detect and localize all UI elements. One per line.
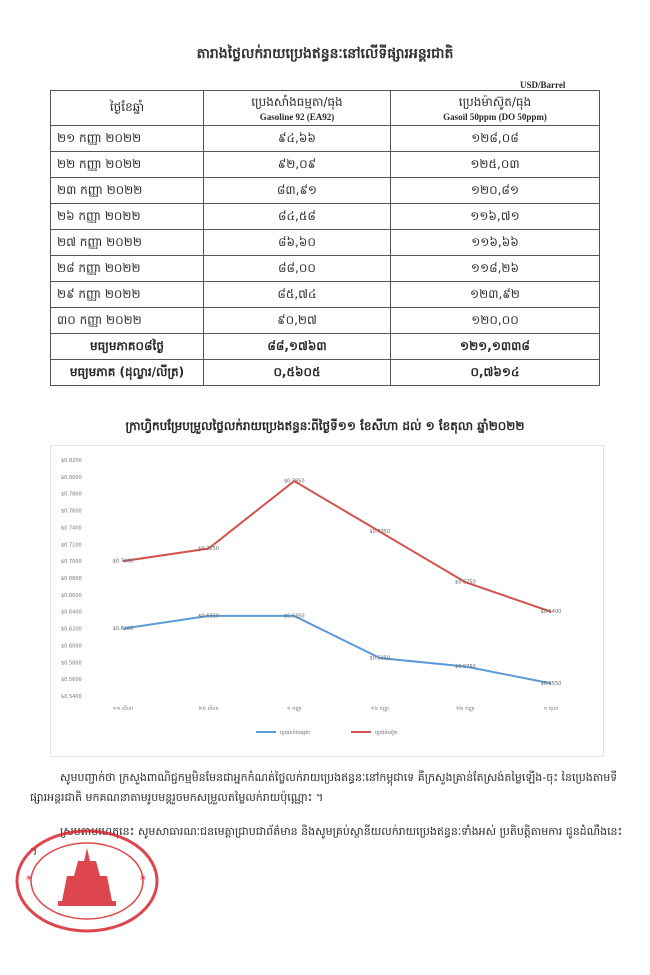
- svg-text:*: *: [140, 873, 146, 887]
- header-gasoil: ប្រេងម៉ាស៊ូត/ធុង Gasoil 50ppm (DO 50ppm): [390, 91, 599, 126]
- series-line-0: [123, 616, 551, 683]
- cell-gasoline: ០,៥៦០៥: [204, 360, 391, 386]
- table-row: [51, 152, 600, 178]
- table-row: [51, 282, 600, 308]
- y-tick-label: $0.8200: [61, 458, 82, 464]
- cell-gasoline: ៩៤,៦៦: [204, 126, 391, 152]
- data-label: $0.5850: [369, 655, 391, 662]
- cell-gasoil: ១២០,៨១: [390, 178, 599, 204]
- legend-label: ប្រេងសាំងធម្មតា: [280, 730, 311, 736]
- data-label: $0.7950: [283, 478, 305, 485]
- cell-gasoil: ១១៨,២៦: [390, 256, 599, 282]
- table-row: [51, 230, 600, 256]
- y-tick-label: $0.7600: [61, 508, 82, 515]
- line-chart: [50, 445, 604, 757]
- data-label: $0.6200: [112, 626, 134, 633]
- cell-gasoline: ៨៨,០០: [204, 256, 391, 282]
- cell-date: ២៨ កញ្ញា ២០២២: [51, 256, 204, 282]
- cell-gasoline: ៩២,០៩: [204, 152, 391, 178]
- note-paragraph: សូមបញ្ជាក់ថា ក្រសួងពាណិជ្ជកម្មមិនមែនជាអ្នកកំណត់ថ្លៃលក់រាយប្រេងឥន្ធនៈនៅកម្ពុជាទេ គឺក្រសួងគ្រាន់តែស្រង់តម្លៃឡើង-ចុះ នៃប្រេងតាមទីផ្សារអន្តរជាតិ មកគណនាតាមរូបមន្តរួចមកសម្រួលតម្លៃលក់រាយប៉ុណ្ណោះ ។: [30, 771, 618, 804]
- cell-gasoil: ១២០,០០: [390, 308, 599, 334]
- y-tick-label: $0.7000: [61, 559, 82, 566]
- cell-gasoline: ៨៣,៩១: [204, 178, 391, 204]
- cell-gasoil: ១២៨,០៨: [390, 126, 599, 152]
- cell-gasoil: ១២១,១៣៣៨: [390, 334, 599, 360]
- svg-text:*: *: [26, 873, 32, 887]
- y-tick-label: $0.6800: [61, 576, 82, 582]
- cell-label: មធ្យមភាគ (ដុល្លារ/លីត្រ): [51, 360, 204, 386]
- legend-label: ប្រេងម៉ាស៊ូត: [375, 730, 398, 736]
- cell-label: មធ្យមភាគ០៨ថ្ងៃ: [51, 334, 204, 360]
- average-8-days-row: [51, 334, 600, 360]
- data-label: $0.5550: [540, 680, 562, 687]
- cell-gasoline: ៨៤,៥៨: [204, 204, 391, 230]
- cell-gasoline: ៨៥,៧៤: [204, 282, 391, 308]
- table-row: [51, 126, 600, 152]
- y-tick-label: $0.6200: [61, 626, 82, 633]
- x-tick-label: ១ កញ្ញា: [286, 706, 302, 712]
- cell-date: ២១ កញ្ញា ២០២២: [51, 126, 204, 152]
- series-line-1: [123, 478, 551, 612]
- x-tick-label: ២៦ សីហា: [198, 706, 219, 712]
- y-tick-label: $0.8000: [61, 474, 82, 481]
- cell-date: ២៦ កញ្ញា ២០២២: [51, 204, 204, 230]
- cell-gasoil: ១២៣,៩២: [390, 282, 599, 308]
- ministry-stamp: [12, 826, 162, 936]
- instruction-paragraph: ស្របតាមហេតុនេះ សូមសាធារណៈជនមេត្តាជ្រាបជាព័ត៌មាន និងសូមគ្រប់ស្ថានីយលក់រាយប្រេងឥន្ធនៈទាំងអស់ ប្រតិបត្តិតាមការ ជូនដំណឹងនេះ ។: [30, 825, 623, 858]
- y-tick-label: $0.6600: [61, 592, 82, 599]
- cell-gasoil: ១១៦,៦៦: [390, 230, 599, 256]
- x-tick-label: ១៦ កញ្ញា: [370, 706, 389, 712]
- header-gasoline: ប្រេងសាំងធម្មតា/ធុង Gasoline 92 (EA92): [204, 91, 391, 126]
- y-tick-label: $0.6000: [61, 643, 82, 650]
- unit-label: USD/Barrel: [520, 80, 566, 90]
- y-tick-label: $0.5600: [61, 677, 82, 684]
- y-tick-label: $0.7200: [61, 542, 82, 549]
- cell-date: ២៩ កញ្ញា ២០២២: [51, 282, 204, 308]
- cell-date: ២៧ កញ្ញា ២០២២: [51, 230, 204, 256]
- cell-gasoline: ៩០,២៧: [204, 308, 391, 334]
- table-row: [51, 308, 600, 334]
- page-title: តារាងថ្លៃលក់រាយប្រេងឥន្ធនៈនៅលើទីផ្សារអន្តរជាតិ: [196, 46, 454, 62]
- x-tick-label: ១ តុលា: [543, 706, 559, 712]
- x-tick-label: ១១ សីហា: [112, 706, 134, 712]
- y-tick-label: $0.7400: [61, 525, 82, 532]
- cell-gasoline: ៨៨,១៧៦៣: [204, 334, 391, 360]
- price-table: [50, 90, 600, 386]
- data-label: $0.7000: [112, 558, 134, 565]
- data-label: $0.6750: [455, 579, 476, 586]
- x-tick-label: ២៦ កញ្ញា: [456, 706, 475, 712]
- data-label: $0.5750: [455, 664, 476, 670]
- data-label: $0.7350: [369, 529, 391, 536]
- data-label: $0.7150: [198, 546, 219, 552]
- y-tick-label: $0.5800: [61, 660, 82, 667]
- table-row: [51, 256, 600, 282]
- data-label: $0.6350: [198, 613, 219, 620]
- cell-gasoline: ៨៦,៦០: [204, 230, 391, 256]
- cell-gasoil: ១១៦,៧១: [390, 204, 599, 230]
- y-tick-label: $0.6400: [61, 609, 82, 616]
- y-tick-label: $0.7800: [61, 491, 82, 498]
- table-row: [51, 204, 600, 230]
- header-date: ថ្ងៃខែឆ្នាំ: [51, 91, 204, 126]
- cell-gasoil: ១២៥,០៣: [390, 152, 599, 178]
- average-per-liter-row: [51, 360, 600, 386]
- cell-gasoil: ០,៧៦១៤: [390, 360, 599, 386]
- data-label: $0.6350: [283, 613, 305, 620]
- y-tick-label: $0.5400: [61, 694, 82, 700]
- chart-svg: [51, 446, 603, 756]
- chart-title: ក្រាហ្វិកបម្រែបម្រួលថ្លៃលក់រាយប្រេងឥន្ធនៈពីថ្ងៃទី១១ ខែសីហា ដល់ ១ ខែតុលា ឆ្នាំ២០២២: [125, 419, 525, 433]
- table-header-row: [51, 91, 600, 126]
- table-row: [51, 178, 600, 204]
- cell-date: ៣០ កញ្ញា ២០២២: [51, 308, 204, 334]
- cell-date: ២៣ កញ្ញា ២០២២: [51, 178, 204, 204]
- cell-date: ២២ កញ្ញា ២០២២: [51, 152, 204, 178]
- data-label: $0.6400: [540, 609, 562, 616]
